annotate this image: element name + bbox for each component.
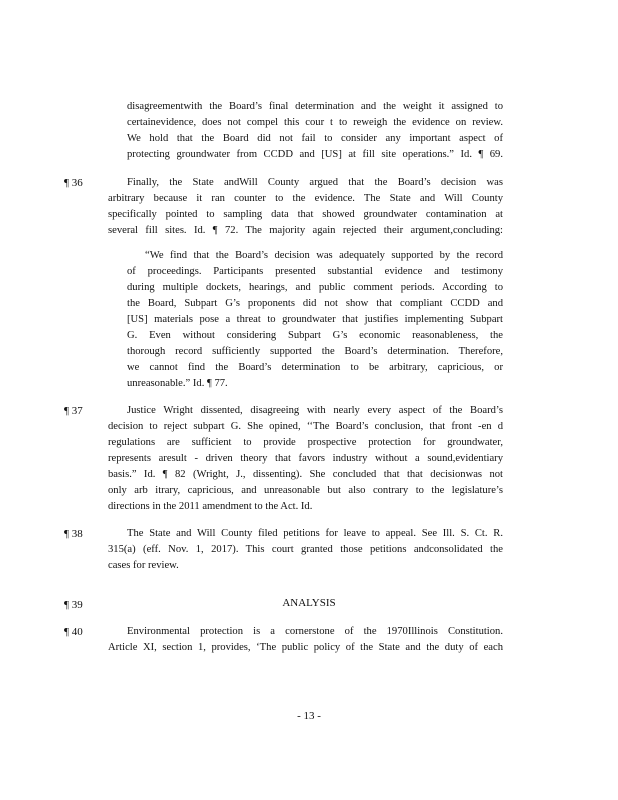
paragraph-line: decision to reject subpart G. She opined, ‘‘The Board’s conclusion, that front -en d	[108, 421, 503, 432]
paragraph-line: basis.” Id. ¶ 82 (Wright, J., dissenting). She concluded that that decisionwas not	[108, 469, 503, 480]
paragraph-number: ¶ 39	[64, 599, 83, 611]
paragraph-line: specifically pointed to sampling data that showed groundwater contamination at	[108, 209, 503, 220]
quote-line: unreasonable.” Id. ¶ 77.	[127, 378, 228, 389]
paragraph-line: Justice Wright dissented, disagreeing with nearly every aspect of the Board’s	[127, 405, 503, 416]
quote-line: disagreementwith the Board’s final determination and the weight it assigned to	[127, 101, 503, 112]
paragraph-line: Article XI, section 1, provides, ‘The public policy of the State and the duty of each	[108, 642, 503, 653]
quote-line: during multiple dockets, hearings, and public comment periods. According to	[127, 282, 503, 293]
paragraph-line: directions in the 2011 amendment to the Act. Id.	[108, 501, 313, 512]
paragraph-line: Finally, the State andWill County argued that the Board’s decision was	[127, 177, 503, 188]
paragraph-number: ¶ 40	[64, 626, 83, 638]
paragraph-line: 315(a) (eff. Nov. 1, 2017). This court granted those petitions andconsolidated the	[108, 544, 503, 555]
paragraph-line: The State and Will County filed petitions for leave to appeal. See Ill. S. Ct. R.	[127, 528, 503, 539]
quote-line: thorough record sufficiently supported the Board’s determination. Therefore,	[127, 346, 503, 357]
quote-line: “We find that the Board’s decision was adequately supported by the record	[145, 250, 503, 261]
paragraph-number: ¶ 38	[64, 528, 83, 540]
quote-line: We hold that the Board did not fail to consider any important aspect of	[127, 133, 503, 144]
paragraph-line: Environmental protection is a cornerstone of the 1970Illinois Constitution.	[127, 626, 503, 637]
paragraph-line: represents aresult - driven theory that favors industry without a sound,evidentiary	[108, 453, 503, 464]
paragraph-line: cases for review.	[108, 560, 179, 571]
quote-line: we cannot find the Board’s determination to be arbitrary, capricious, or	[127, 362, 503, 373]
paragraph-line: regulations are sufficient to provide prospective protection for groundwater,	[108, 437, 503, 448]
quote-line: G. Even without considering Subpart G’s economic reasonableness, the	[127, 330, 503, 341]
paragraph-number: ¶ 37	[64, 405, 83, 417]
quote-line: [US] materials pose a threat to groundwater that justifies implementing Subpart	[127, 314, 503, 325]
quote-line: of proceedings. Participants presented substantial evidence and testimony	[127, 266, 503, 277]
section-heading: ANALYSIS	[282, 597, 336, 609]
paragraph-number: ¶ 36	[64, 177, 83, 189]
quote-line: protecting groundwater from CCDD and [US] at fill site operations.” Id. ¶ 69.	[127, 149, 503, 160]
quote-line: the Board, Subpart G’s proponents did not show that compliant CCDD and	[127, 298, 503, 309]
paragraph-line: arbitrary because it ran counter to the evidence. The State and Will County	[108, 193, 503, 204]
paragraph-line: only arb itrary, capricious, and unreasonable but also contrary to the legislature’s	[108, 485, 503, 496]
quote-line: certainevidence, does not compel this cour t to reweigh the evidence on review.	[127, 117, 503, 128]
page-number: - 13 -	[297, 710, 321, 722]
paragraph-line: several fill sites. Id. ¶ 72. The majority again rejected their argument,concluding:	[108, 225, 503, 236]
